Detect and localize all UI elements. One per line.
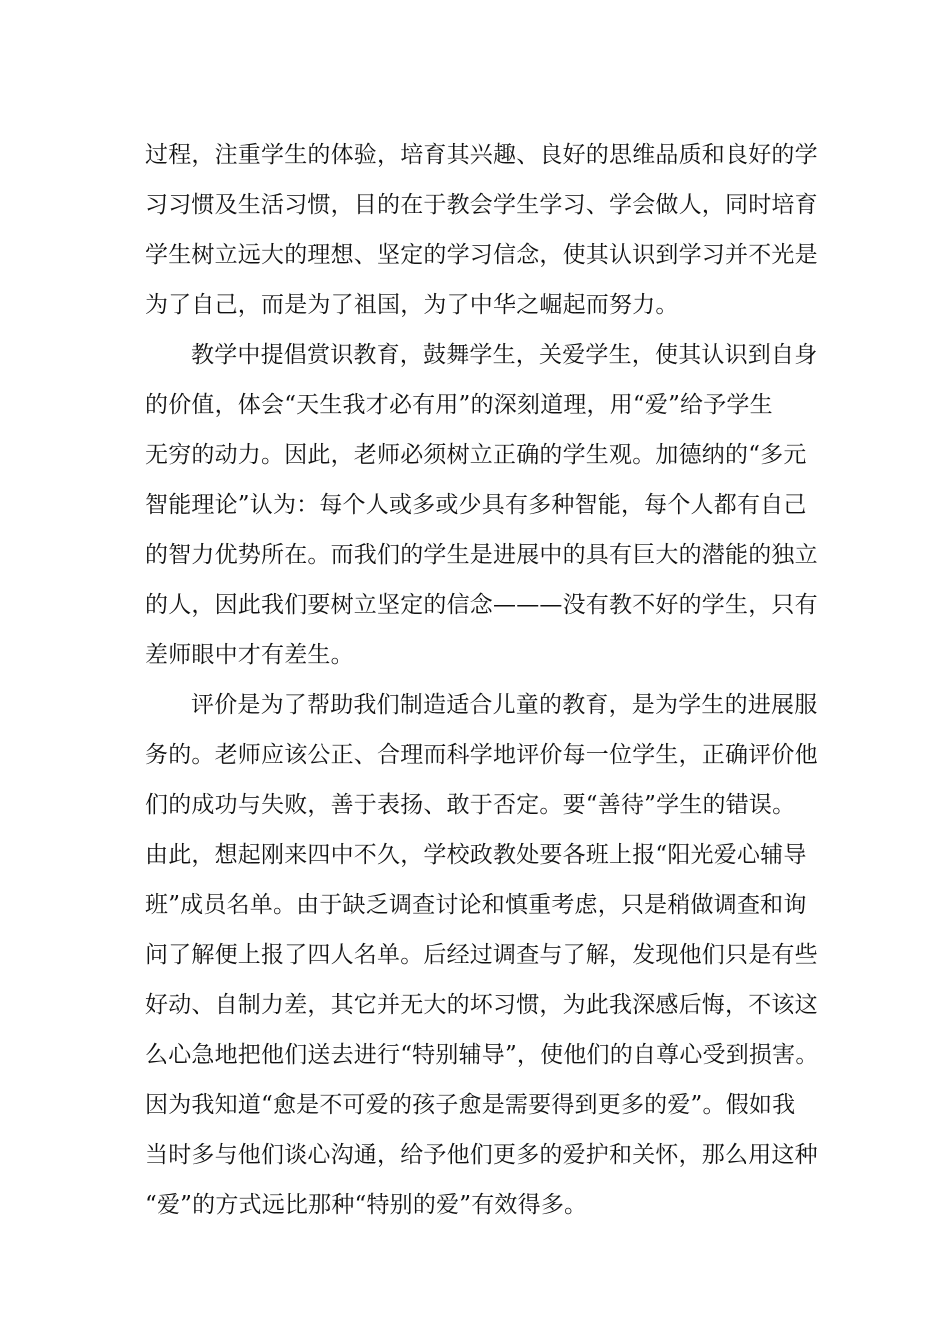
text-line: 由此，想起刚来四中不久，学校政教处要各班上报“阳光爱心辅导 bbox=[145, 842, 807, 868]
paragraph-1 bbox=[145, 130, 845, 330]
text-line: 问了解便上报了四人名单。后经过调查与了解，发现他们只是有些 bbox=[145, 942, 818, 968]
body-text bbox=[145, 130, 845, 1230]
text-line: 的价值，体会“天生我才必有用”的深刻道理，用“爱”给予学生 bbox=[145, 392, 773, 418]
text-line: 们的成功与失败，善于表扬、敢于否定。要“善待”学生的错误。 bbox=[145, 792, 796, 818]
text-line: 差师眼中才有差生。 bbox=[145, 642, 354, 668]
text-line: 班”成员名单。由于缺乏调查讨论和慎重考虑，只是稍做调查和询 bbox=[145, 892, 807, 918]
text-line: 无穷的动力。因此，老师必须树立正确的学生观。加德纳的“多元 bbox=[145, 442, 807, 468]
paragraph-2 bbox=[145, 330, 845, 680]
text-line: 因为我知道“愈是不可爱的孩子愈是需要得到更多的爱”。假如我 bbox=[145, 1092, 796, 1118]
text-line: 好动、自制力差，其它并无大的坏习惯，为此我深感后悔，不该这 bbox=[145, 992, 818, 1018]
text-line: 过程，注重学生的体验，培育其兴趣、良好的思维品质和良好的学 bbox=[145, 142, 818, 168]
text-line: 习习惯及生活习惯，目的在于教会学生学习、学会做人，同时培育 bbox=[145, 192, 818, 218]
paragraph-3 bbox=[145, 680, 845, 1230]
text-line: 学生树立远大的理想、坚定的学习信念，使其认识到学习并不光是 bbox=[145, 242, 818, 268]
text-line: 为了自己，而是为了祖国，为了中华之崛起而努力。 bbox=[145, 292, 679, 318]
text-line: 智能理论”认为：每个人或多或少具有多种智能，每个人都有自己 bbox=[145, 492, 807, 518]
text-line: “爱”的方式远比那种“特别的爱”有效得多。 bbox=[145, 1192, 588, 1218]
text-line: 的智力优势所在。而我们的学生是进展中的具有巨大的潜能的独立 bbox=[145, 542, 818, 568]
text-line: 务的。老师应该公正、合理而科学地评价每一位学生，正确评价他 bbox=[145, 742, 818, 768]
text-line: 教学中提倡赏识教育，鼓舞学生，关爱学生，使其认识到自身 bbox=[191, 342, 818, 368]
text-line: 评价是为了帮助我们制造适合儿童的教育，是为学生的进展服 bbox=[191, 692, 818, 718]
text-line: 当时多与他们谈心沟通，给予他们更多的爱护和关怀，那么用这种 bbox=[145, 1142, 818, 1168]
text-line: 的人，因此我们要树立坚定的信念———没有教不好的学生，只有 bbox=[145, 592, 818, 618]
text-line: 么心急地把他们送去进行“特别辅导”，使他们的自尊心受到损害。 bbox=[145, 1042, 819, 1068]
